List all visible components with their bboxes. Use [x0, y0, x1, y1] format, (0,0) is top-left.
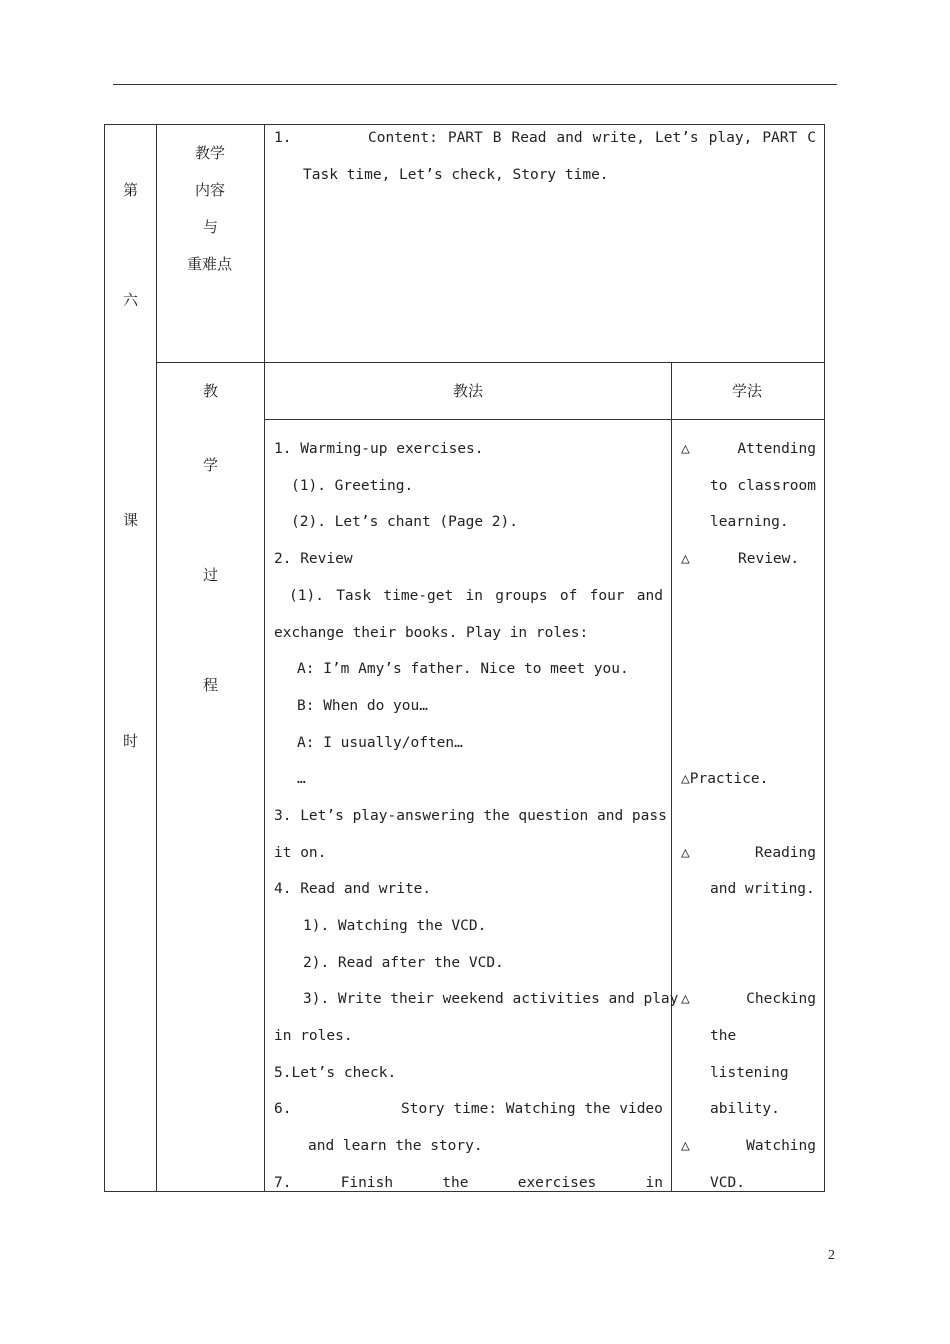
content-word: write,	[592, 130, 646, 146]
teaching-method-header: 教法	[453, 382, 484, 400]
teaching-line: A: I’m Amy’s father. Nice to meet you.	[297, 661, 629, 677]
study-line	[681, 1138, 816, 1155]
teaching-word: in	[645, 1175, 663, 1191]
study-word: to	[710, 478, 728, 494]
process-label-2: 学	[203, 456, 219, 474]
study-word: classroom	[737, 478, 816, 494]
teaching-line: it on.	[274, 845, 327, 861]
teaching-line-justified	[289, 588, 663, 605]
triangle-icon: △	[681, 991, 690, 1007]
teaching-line: and learn the story.	[308, 1138, 483, 1154]
teaching-line: A: I usually/often…	[297, 735, 463, 751]
content-word: B	[492, 130, 502, 146]
lesson-char-4: 时	[123, 732, 139, 750]
content-label-2: 内容	[195, 181, 226, 199]
teaching-word: Finish	[340, 1175, 394, 1191]
study-line: learning.	[710, 514, 789, 530]
teaching-line-number: 6.	[274, 1101, 292, 1117]
teaching-line: 2. Review	[274, 551, 353, 567]
teaching-word: four	[589, 588, 625, 604]
teaching-line: (2). Let’s chant (Page 2).	[291, 514, 518, 530]
content-word: and	[556, 130, 583, 146]
teaching-line: 5.Let’s check.	[274, 1065, 397, 1081]
study-line	[681, 991, 816, 1008]
triangle-icon: △	[681, 441, 690, 457]
teaching-line: Story time: Watching the video	[401, 1101, 663, 1117]
teaching-line: exchange their books. Play in roles:	[274, 625, 589, 641]
teaching-line: 1). Watching the VCD.	[303, 918, 487, 934]
study-line: and writing.	[710, 881, 815, 897]
study-word: Watching	[746, 1138, 816, 1154]
study-word: Reading	[754, 845, 816, 861]
teaching-word: of	[559, 588, 578, 604]
content-line-1-number: 1.	[274, 130, 292, 146]
content-word: C	[807, 130, 816, 146]
teaching-line: …	[297, 771, 306, 787]
study-line: ability.	[710, 1101, 780, 1117]
teaching-line-justified	[274, 1175, 663, 1192]
teaching-word: Task	[336, 588, 372, 604]
process-label-3: 过	[203, 566, 219, 584]
study-word: Checking	[746, 991, 816, 1007]
content-line-1	[368, 130, 816, 147]
process-label-4: 程	[203, 676, 219, 694]
content-line-2: Task time, Let’s check, Story time.	[303, 167, 609, 183]
teaching-word: 7.	[274, 1175, 292, 1191]
teaching-line: (1). Greeting.	[291, 478, 414, 494]
teaching-line: 4. Read and write.	[274, 881, 432, 897]
study-line	[681, 845, 816, 862]
teaching-line: B: When do you…	[297, 698, 428, 714]
content-label-1: 教学	[195, 144, 226, 162]
content-word: Let’s	[655, 130, 699, 146]
study-line	[681, 441, 816, 458]
process-label-1: 教	[203, 382, 219, 400]
study-line	[710, 478, 816, 495]
study-line: △Practice.	[681, 771, 769, 787]
triangle-icon: △	[681, 1138, 690, 1154]
content-word: PART	[762, 130, 798, 146]
content-label-4: 重难点	[187, 255, 233, 273]
content-word: Content:	[368, 130, 438, 146]
study-word: Attending	[737, 441, 816, 457]
study-line: Review.	[738, 551, 800, 567]
lesson-char-1: 第	[123, 181, 139, 199]
teaching-word: and	[636, 588, 663, 604]
teaching-word: (1).	[289, 588, 324, 604]
content-word: play,	[708, 130, 753, 146]
teaching-word: exercises	[517, 1175, 597, 1191]
teaching-word: groups	[495, 588, 548, 604]
lesson-char-3: 课	[123, 511, 139, 529]
study-line: listening	[710, 1065, 789, 1081]
teaching-word: the	[442, 1175, 469, 1191]
study-method-header: 学法	[732, 382, 763, 400]
lesson-char-2: 六	[123, 291, 139, 309]
triangle-icon: △	[681, 551, 690, 567]
study-line: the	[710, 1028, 737, 1044]
content-label-3: 与	[203, 218, 219, 236]
teaching-line: 3. Let’s play-answering the question and pass	[274, 808, 667, 824]
content-word: Read	[511, 130, 547, 146]
triangle-icon: △	[681, 845, 690, 861]
teaching-line: 2). Read after the VCD.	[303, 955, 504, 971]
page-number: 2	[828, 1248, 835, 1263]
teaching-line: in roles.	[274, 1028, 353, 1044]
content-word: PART	[447, 130, 483, 146]
teaching-word: in	[465, 588, 483, 604]
teaching-word: time-get	[383, 588, 454, 604]
study-line: VCD.	[710, 1175, 745, 1191]
header-rule	[113, 84, 837, 85]
teaching-line: 1. Warming-up exercises.	[274, 441, 484, 457]
teaching-line: 3). Write their weekend activities and play	[303, 991, 679, 1007]
